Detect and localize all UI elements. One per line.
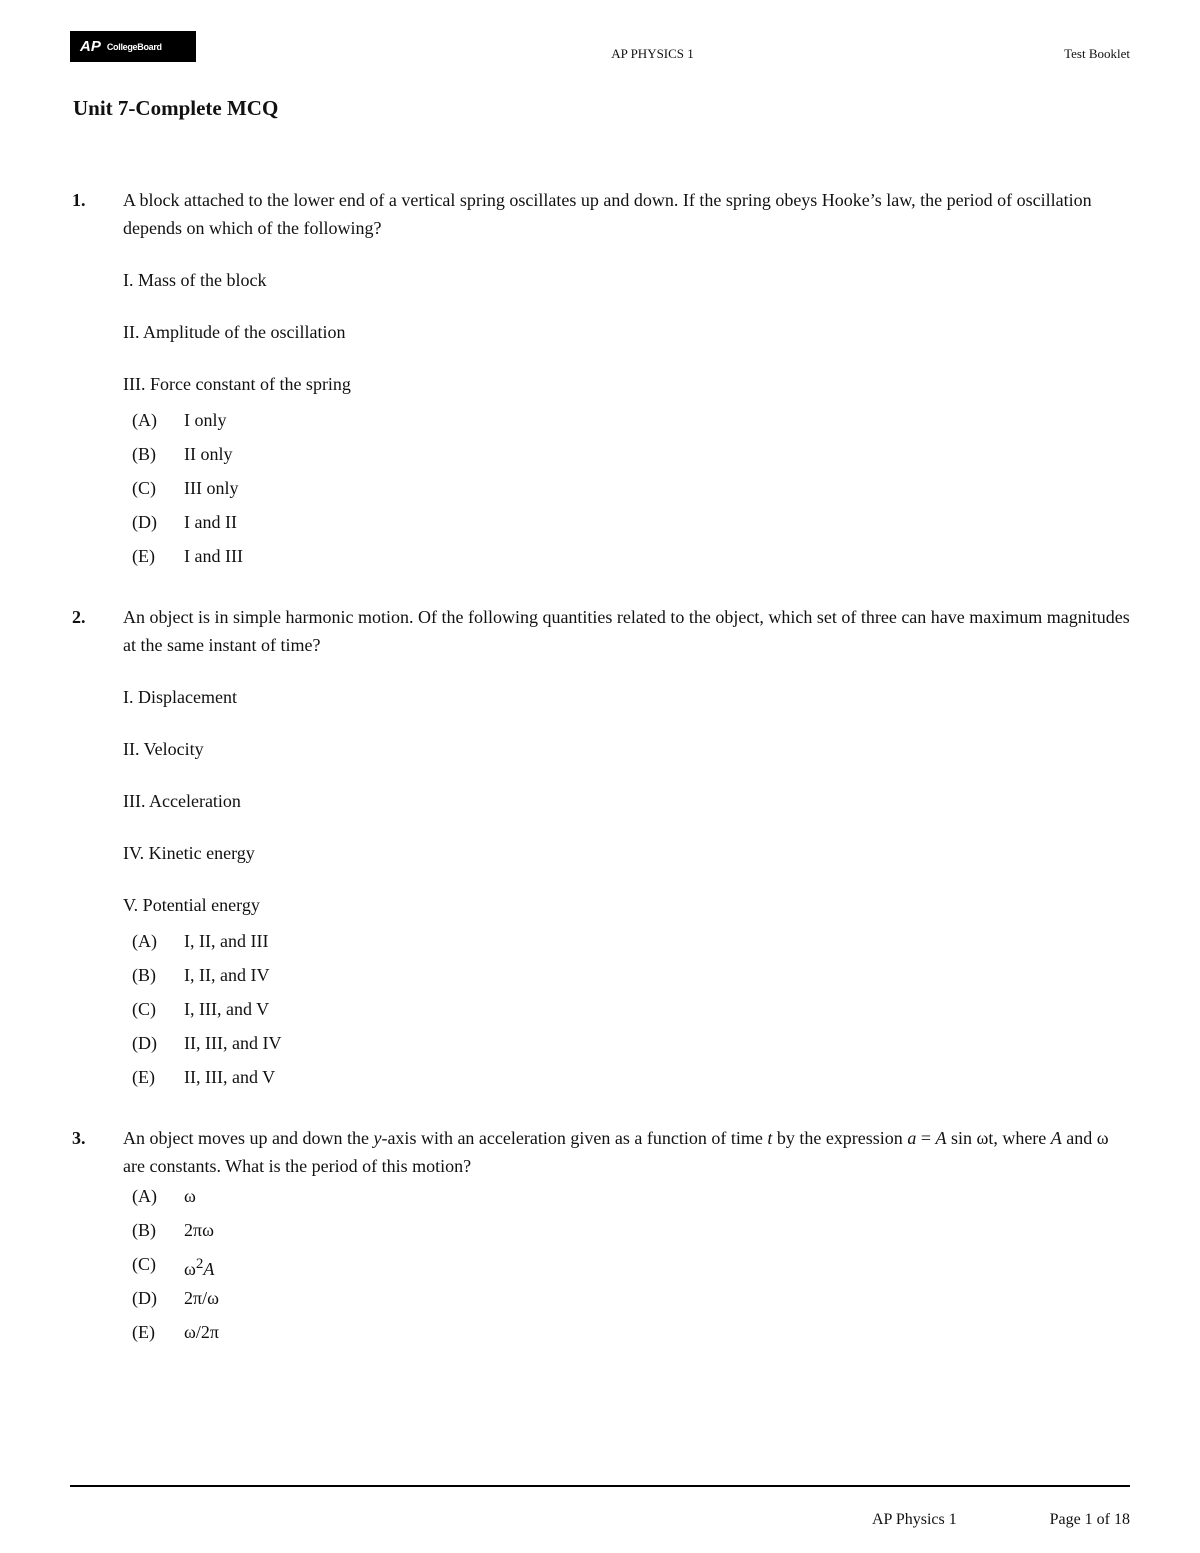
choice-text: I and III	[184, 546, 243, 566]
answer-choice-d	[132, 508, 1132, 542]
variable-amplitude: A	[935, 1128, 947, 1148]
question-number: 2.	[72, 607, 86, 627]
choice-text: ω/2π	[184, 1322, 219, 1342]
logo-org-text: CollegeBoard	[106, 41, 162, 52]
page-title: Unit 7-Complete MCQ	[73, 96, 279, 120]
choice-text: III only	[184, 478, 239, 498]
answer-choice-c	[132, 1250, 1132, 1284]
question-number: 3.	[72, 1128, 86, 1148]
header-course: AP PHYSICS 1	[611, 46, 694, 61]
choice-text: II only	[184, 444, 233, 464]
stem-text: -axis with an acceleration given as a function of time	[381, 1128, 768, 1148]
roman-item: V. Potential energy	[123, 895, 260, 915]
choice-text: I and II	[184, 512, 237, 532]
answer-choices	[132, 927, 1132, 1097]
roman-item: I. Mass of the block	[123, 270, 267, 290]
answer-choices	[132, 406, 1132, 576]
variable-amplitude: A	[203, 1259, 215, 1279]
answer-choice-a	[132, 927, 1132, 961]
answer-choice-a	[132, 406, 1132, 440]
roman-item: IV. Kinetic energy	[123, 843, 255, 863]
roman-item: I. Displacement	[123, 687, 237, 707]
omega-symbol: ω	[184, 1259, 196, 1279]
choice-text	[184, 1250, 214, 1284]
footer-course: AP Physics 1	[872, 1511, 957, 1528]
roman-item: II. Amplitude of the oscillation	[123, 322, 346, 342]
answer-choice-e	[132, 1063, 1132, 1097]
answer-choice-b	[132, 1216, 1132, 1250]
answer-choices	[132, 1182, 1132, 1352]
choice-text: II, III, and V	[184, 1067, 276, 1087]
answer-choice-a	[132, 1182, 1132, 1216]
choice-letter: (E)	[132, 1067, 155, 1087]
question-stem	[123, 1124, 1132, 1180]
answer-choice-b	[132, 440, 1132, 474]
choice-text: I, III, and V	[184, 999, 270, 1019]
choice-letter: (A)	[132, 410, 157, 430]
question-2	[72, 603, 1132, 1097]
choice-text: I only	[184, 410, 227, 430]
choice-letter: (B)	[132, 444, 156, 464]
stem-text: An object moves up and down the	[123, 1128, 374, 1148]
logo-ap-text: AP	[80, 38, 101, 55]
question-stem: An object is in simple harmonic motion. Of the following quantities related to the object, which set of three can have maximum magnitudes at the same instant of time?	[123, 607, 1130, 655]
question-3	[72, 1124, 1132, 1352]
header-booklet-label: Test Booklet	[1064, 46, 1130, 61]
variable-a: a	[907, 1128, 917, 1148]
answer-choice-e	[132, 542, 1132, 576]
choice-letter: (A)	[132, 1186, 157, 1206]
choice-text: 2πω	[184, 1220, 214, 1240]
roman-item: II. Velocity	[123, 739, 204, 759]
superscript-exponent: 2	[195, 1256, 204, 1272]
stem-text: by the expression	[772, 1128, 908, 1148]
question-number: 1.	[72, 190, 86, 210]
answer-choice-b	[132, 961, 1132, 995]
choice-letter: (B)	[132, 965, 156, 985]
footer-divider	[70, 1485, 1130, 1487]
stem-text: sin ωt, where	[946, 1128, 1051, 1148]
choice-letter: (A)	[132, 931, 157, 951]
variable-y: y	[373, 1128, 382, 1148]
roman-item: III. Force constant of the spring	[123, 374, 351, 394]
question-stem: A block attached to the lower end of a vertical spring oscillates up and down. If the spring obeys Hooke’s law, the period of oscillation depends on which of the following?	[123, 190, 1092, 238]
answer-choice-c	[132, 474, 1132, 508]
question-1	[72, 186, 1132, 576]
stem-text: =	[916, 1128, 936, 1148]
choice-text: 2π/ω	[184, 1288, 219, 1308]
choice-letter: (C)	[132, 478, 156, 498]
choice-text: I, II, and III	[184, 931, 269, 951]
choice-text: I, II, and IV	[184, 965, 270, 985]
choice-letter: (D)	[132, 1033, 157, 1053]
choice-letter: (E)	[132, 546, 155, 566]
choice-letter: (D)	[132, 1288, 157, 1308]
answer-choice-d	[132, 1284, 1132, 1318]
choice-letter: (C)	[132, 1254, 156, 1274]
choice-letter: (C)	[132, 999, 156, 1019]
choice-letter: (B)	[132, 1220, 156, 1240]
choice-text: II, III, and IV	[184, 1033, 282, 1053]
variable-t: t	[767, 1128, 773, 1148]
answer-choice-c	[132, 995, 1132, 1029]
footer-page-number: Page 1 of 18	[1049, 1511, 1130, 1528]
stem-text: and ω are constants. What is the period of this motion?	[123, 1128, 1109, 1176]
variable-amplitude: A	[1050, 1128, 1062, 1148]
choice-letter: (D)	[132, 512, 157, 532]
choice-letter: (E)	[132, 1322, 155, 1342]
roman-item: III. Acceleration	[123, 791, 241, 811]
choice-text: ω	[184, 1186, 196, 1206]
answer-choice-d	[132, 1029, 1132, 1063]
answer-choice-e	[132, 1318, 1132, 1352]
